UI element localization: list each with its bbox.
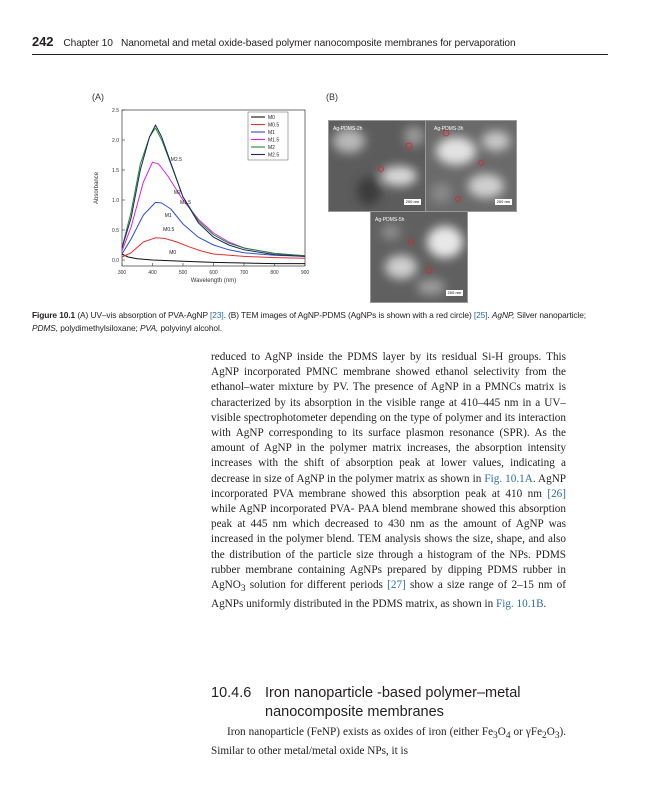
legend-entry: M0 — [268, 115, 275, 121]
section-heading — [211, 684, 571, 722]
body-text-b: . AgNP incorporated PVA membrane showed this absorption peak at 410 nm — [211, 472, 567, 500]
iron-paragraph — [211, 725, 566, 760]
curve-label: M1.5 — [179, 200, 192, 207]
para2-b: O — [497, 726, 506, 738]
body-text-c: while AgNP incorporated PVA- PAA blend membrane showed this absorption peak at 445 nm which decreased to 430 nm as the amount of AgNP was increased in the polymer blend. TEM analysis shows the size, shape, and also the distribution of the particle size through a histogram of the NPs. PDMS rubber membrane containing AgNPs prepared by dipping PDMS rubber in AgNO — [211, 503, 566, 592]
section-title-line-2: nanocomposite membranes — [265, 704, 444, 720]
y-tick-label: 2.0 — [112, 138, 119, 144]
panel-a-label: (A) — [92, 92, 104, 102]
tem-label-3h: Ag-PDMS-3h — [434, 126, 464, 132]
curve-label: M2 — [173, 190, 181, 196]
figure-caption — [32, 309, 592, 335]
caption-def-pva: polyvinyl alcohol. — [158, 323, 222, 333]
caption-def-pdms: polydimethylsiloxane; — [58, 323, 140, 333]
x-tick-label: 500 — [178, 270, 188, 276]
x-tick-label: 600 — [209, 270, 218, 276]
para2-sub-2: 2 — [542, 731, 547, 742]
caption-text-3: . — [487, 310, 492, 320]
caption-ref-25[interactable]: [25] — [473, 310, 488, 320]
ref-26[interactable]: [26] — [547, 487, 566, 500]
running-title: Chapter 10 Nanometal and metal oxide-based polymer nanocomposite membranes for pervaporation — [63, 38, 516, 49]
tem-image-5h — [370, 211, 468, 303]
para2-c: or γFe — [510, 726, 543, 738]
y-tick-label: 1.5 — [112, 168, 119, 174]
curve-label: M1 — [164, 212, 172, 219]
x-tick-label: 300 — [117, 270, 127, 276]
tem-micrograph-3h — [426, 121, 516, 211]
tem-scale-5h: 200 nm — [447, 290, 461, 295]
para2-e: ). Similar to other metal/metal oxide NPs, it is — [211, 726, 567, 758]
tem-scale-2h: 200 nm — [405, 199, 419, 204]
tem-micrograph-2h — [329, 121, 425, 211]
para2-sub-3: 3 — [493, 731, 498, 742]
x-tick-label: 900 — [300, 270, 310, 276]
section-title-line-1 — [211, 684, 571, 703]
figure-10-1 — [80, 92, 560, 302]
section-title-text-1: Iron nanoparticle -based polymer–metal — [265, 685, 521, 701]
caption-abbr-pdms: PDMS, — [32, 323, 59, 333]
y-tick-label: 0.0 — [112, 258, 119, 264]
curve-label: M0.5 — [163, 227, 175, 234]
x-tick-label: 700 — [239, 270, 249, 276]
y-tick-label: 2.5 — [112, 108, 119, 114]
caption-text-1: (A) UV–vis absorption of PVA-AgNP — [75, 310, 211, 320]
page-number: 242 — [32, 34, 54, 49]
y-tick-label: 1.0 — [112, 198, 119, 204]
legend-entry: M0.5 — [268, 122, 280, 129]
body-text-f: . — [543, 598, 547, 611]
curve-label: M2.5 — [170, 157, 182, 163]
panel-b-label: (B) — [326, 92, 338, 102]
para2-d: O — [546, 726, 555, 738]
body-text-d: solution for different periods — [245, 579, 388, 592]
tem-image-3h — [425, 120, 517, 212]
link-fig-10-1a[interactable]: Fig. 10.1A — [484, 472, 533, 485]
tem-image-2h — [328, 120, 426, 212]
para2-sub-3b: 3 — [554, 731, 560, 742]
tem-scale-3h: 200 nm — [496, 199, 510, 204]
body-text-e: show a size range of 2–15 nm of AgNPs uniformly distributed in the PDMS matrix, as shown in — [211, 579, 566, 611]
caption-ref-23[interactable]: [23] — [210, 310, 224, 320]
tem-label-2h: Ag-PDMS-2h — [333, 126, 363, 132]
tem-label-5h: Ag-PDMS-5h — [375, 217, 405, 223]
legend-entry: M2 — [268, 145, 275, 151]
caption-def-agnp: Silver nanoparticle; — [514, 310, 586, 320]
legend-entry: M1.5 — [268, 137, 280, 144]
series-line-m1 — [122, 202, 305, 256]
caption-text-2: . (B) TEM images of AgNP-PDMS (AgNPs is shown with a red circle) — [223, 310, 474, 320]
para2-a: Iron nanoparticle (FeNP) exists as oxides of iron (either Fe — [227, 726, 494, 738]
x-axis-label: Wavelength (nm) — [190, 278, 237, 284]
caption-abbr-pva: PVA, — [140, 323, 159, 333]
body-subscript-3: 3 — [240, 584, 246, 595]
section-number: 10.4.6 — [211, 685, 252, 701]
ref-27[interactable]: [27] — [387, 579, 406, 592]
y-axis-label: Absorbance — [94, 171, 100, 205]
running-header — [32, 34, 608, 54]
curve-label: M0 — [169, 250, 177, 256]
x-tick-label: 400 — [148, 270, 157, 276]
para2-sub-4: 4 — [505, 731, 511, 742]
legend-entry: M2.5 — [268, 152, 280, 159]
uv-vis-chart — [80, 92, 320, 302]
y-tick-label: 0.5 — [112, 228, 119, 234]
caption-abbr-agnp: AgNP, — [491, 310, 515, 320]
link-fig-10-1b[interactable]: Fig. 10.1B — [495, 598, 544, 611]
caption-figure-label: Figure 10.1 — [32, 310, 76, 320]
body-paragraph — [211, 350, 566, 613]
header-rule — [32, 54, 608, 55]
legend-entry: M1 — [268, 130, 275, 136]
tem-micrograph-5h — [371, 212, 467, 302]
x-tick-label: 800 — [270, 270, 279, 276]
body-text-a: reduced to AgNP inside the PDMS layer by its residual Si-H groups. This AgNP incorporated PMNC membrane showed ethanol selectivity from the ethanol–water mixture by PV. The presence of AgNP in a PMNCs matrix is characterized by its absorption in the visible range at 410–445 nm in a UV–visible spectrophotometer depending on the type of polymer and its interaction with AgNP corresponding to its surface plasmon resonance (SPR). As the amount of AgNP in the polymer matrix increases, the absorption intensity increases with the shift of absorption peak at lower values, indicating a decrease in size of AgNP in the polymer matrix as shown in — [211, 351, 566, 485]
